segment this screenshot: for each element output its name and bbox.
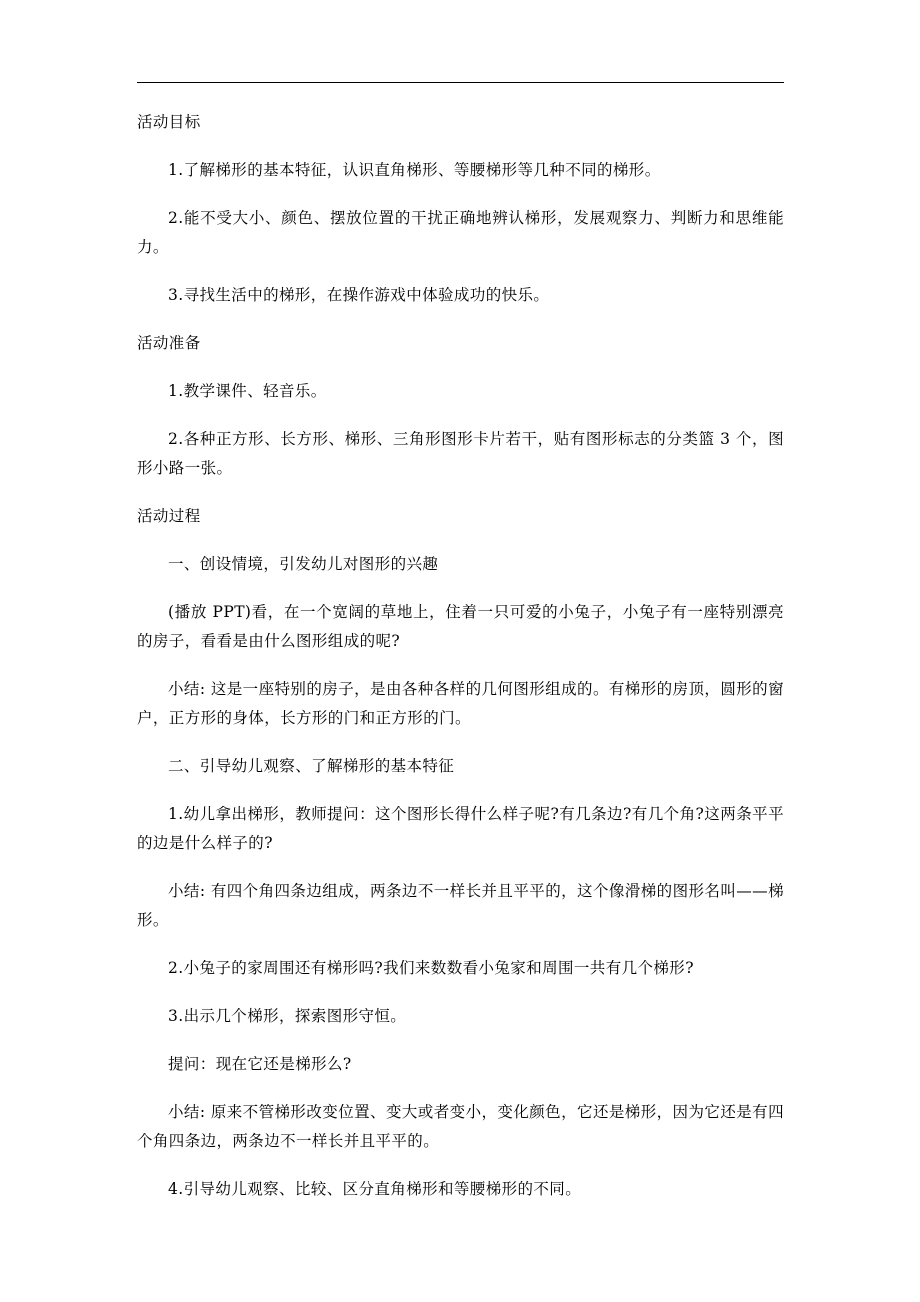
question-paragraph: 提问：现在它还是梯形么? bbox=[168, 1055, 352, 1073]
goal-item-1: 1.了解梯形的基本特征，认识直角梯形、等腰梯形等几种不同的梯形。 bbox=[168, 161, 661, 179]
process-paragraph: 1.幼儿拿出梯形，教师提问：这个图形长得什么样子呢?有几条边?有几个角?这两条平平的边是什么样子的? bbox=[137, 805, 784, 852]
preparation-item-2: 2.各种正方形、长方形、梯形、三角形图形卡片若干，贴有图形标志的分类篮 3 个，图形小路一张。 bbox=[137, 430, 784, 477]
process-paragraph: (播放 PPT)看，在一个宽阔的草地上，住着一只可爱的小兔子，小兔子有一座特别漂亮的房子，看看是由什么图形组成的呢? bbox=[137, 603, 784, 650]
section-heading-process: 活动过程 bbox=[137, 507, 201, 525]
header-rule bbox=[137, 82, 784, 83]
goal-item-3: 3.寻找生活中的梯形，在操作游戏中体验成功的快乐。 bbox=[168, 286, 550, 304]
process-paragraph: 3.出示几个梯形，探索图形守恒。 bbox=[168, 1007, 407, 1025]
process-paragraph: 2.小兔子的家周围还有梯形吗?我们来数数看小兔家和周围一共有几个梯形? bbox=[168, 959, 694, 977]
summary-paragraph: 小结: 这是一座特别的房子，是由各种各样的几何图形组成的。有梯形的房顶，圆形的窗户，正方形的身体，长方形的门和正方形的门。 bbox=[137, 680, 784, 727]
process-step-2-title: 二、引导幼儿观察、了解梯形的基本特征 bbox=[168, 757, 455, 775]
process-paragraph: 4.引导幼儿观察、比较、区分直角梯形和等腰梯形的不同。 bbox=[168, 1180, 582, 1198]
section-heading-goals: 活动目标 bbox=[137, 113, 201, 131]
preparation-item-1: 1.教学课件、轻音乐。 bbox=[168, 382, 327, 400]
summary-paragraph: 小结: 有四个角四条边组成，两条边不一样长并且平平的，这个像滑梯的图形名叫——梯形。 bbox=[137, 882, 784, 929]
process-step-1-title: 一、创设情境，引发幼儿对图形的兴趣 bbox=[168, 555, 439, 573]
document-body bbox=[137, 108, 784, 1223]
summary-paragraph: 小结: 原来不管梯形改变位置、变大或者变小，变化颜色，它还是梯形，因为它还是有四个角四条边，两条边不一样长并且平平的。 bbox=[137, 1103, 784, 1150]
goal-item-2: 2.能不受大小、颜色、摆放位置的干扰正确地辨认梯形，发展观察力、判断力和思维能力。 bbox=[137, 209, 784, 256]
section-heading-preparation: 活动准备 bbox=[137, 334, 201, 352]
